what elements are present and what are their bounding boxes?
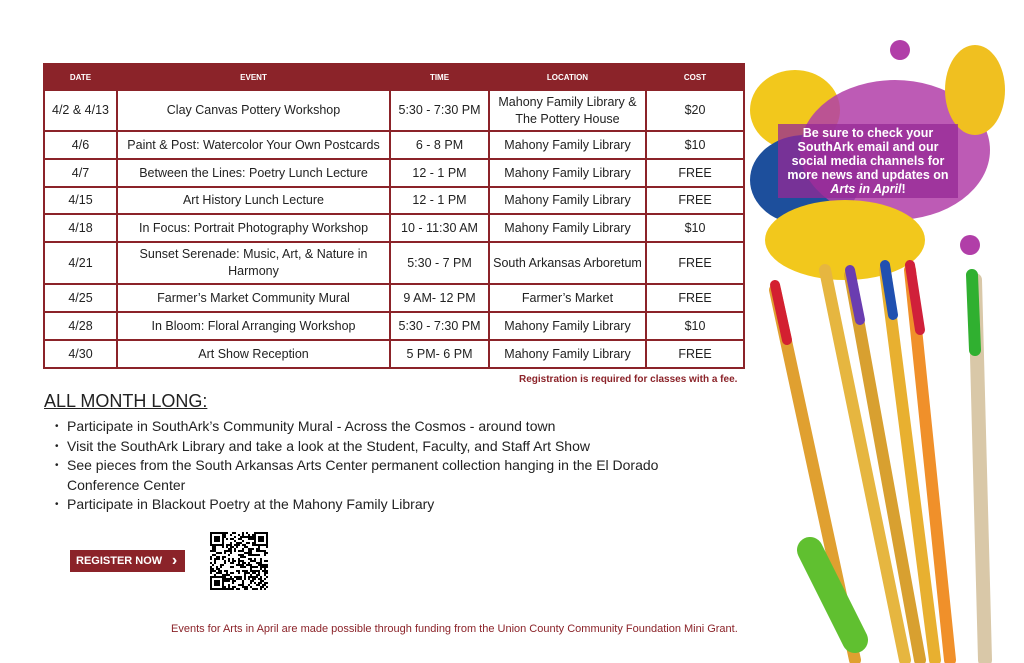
callout-text: Be sure to check your SouthArk email and our social media channels for more news and updates on <box>787 126 949 182</box>
social-media-callout <box>778 124 958 198</box>
cell-cost: FREE <box>646 159 744 187</box>
cell-event: Paint & Post: Watercolor Your Own Postcards <box>117 131 390 159</box>
cell-date: 4/18 <box>44 214 117 242</box>
table-row <box>44 90 744 131</box>
table-header <box>44 64 744 90</box>
cell-location: Mahony Family Library <box>489 340 646 368</box>
cell-date: 4/7 <box>44 159 117 187</box>
all-month-title: ALL MONTH LONG: <box>44 391 208 411</box>
list-item: • Visit the SouthArk Library and take a look at the Student, Faculty, and Staff Art Show <box>55 437 695 457</box>
chevron-right-icon[interactable]: › <box>164 550 185 572</box>
cell-location: Mahony Family Library <box>489 159 646 187</box>
cell-location: Mahony Family Library <box>489 312 646 340</box>
cell-event: In Bloom: Floral Arranging Workshop <box>117 312 390 340</box>
cell-cost: $20 <box>646 90 744 131</box>
cell-location: Farmer’s Market <box>489 284 646 312</box>
cell-event: In Focus: Portrait Photography Workshop <box>117 214 390 242</box>
cell-cost: FREE <box>646 340 744 368</box>
table-row <box>44 214 744 242</box>
cell-time: 5:30 - 7:30 PM <box>390 90 489 131</box>
header-date: DATE <box>44 64 117 90</box>
table-row <box>44 159 744 187</box>
cell-time: 12 - 1 PM <box>390 159 489 187</box>
cell-location: Mahony Family Library <box>489 214 646 242</box>
cell-date: 4/6 <box>44 131 117 159</box>
cell-event: Clay Canvas Pottery Workshop <box>117 90 390 131</box>
events-table <box>43 63 745 369</box>
list-item: • Participate in Blackout Poetry at the Mahony Family Library <box>55 495 695 515</box>
cell-cost: $10 <box>646 131 744 159</box>
table-row <box>44 242 744 284</box>
cell-time: 10 - 11:30 AM <box>390 214 489 242</box>
cell-cost: FREE <box>646 242 744 284</box>
all-month-list <box>55 417 695 515</box>
register-now-button[interactable]: REGISTER NOW <box>70 550 168 572</box>
cell-time: 9 AM- 12 PM <box>390 284 489 312</box>
table-row <box>44 187 744 214</box>
header-time: TIME <box>390 64 489 90</box>
registration-note: Registration is required for classes with a fee. <box>519 374 738 385</box>
list-item: • See pieces from the South Arkansas Arts Center permanent collection hanging in the El Dorado Conference Center <box>55 456 695 495</box>
cell-date: 4/2 & 4/13 <box>44 90 117 131</box>
cell-date: 4/21 <box>44 242 117 284</box>
cell-date: 4/28 <box>44 312 117 340</box>
table-row <box>44 131 744 159</box>
cell-time: 12 - 1 PM <box>390 187 489 214</box>
cell-event: Art Show Reception <box>117 340 390 368</box>
callout-end: ! <box>901 182 906 196</box>
funding-footer: Events for Arts in April are made possible through funding from the Union County Community Foundation Mini Grant. <box>171 623 738 635</box>
header-cost: COST <box>646 64 744 90</box>
cell-time: 6 - 8 PM <box>390 131 489 159</box>
table-row <box>44 284 744 312</box>
cell-date: 4/30 <box>44 340 117 368</box>
cell-cost: $10 <box>646 312 744 340</box>
cell-date: 4/25 <box>44 284 117 312</box>
header-location: LOCATION <box>489 64 646 90</box>
callout-emphasis: Arts in April <box>830 182 902 196</box>
cell-time: 5:30 - 7:30 PM <box>390 312 489 340</box>
table-row <box>44 312 744 340</box>
list-item: • Participate in SouthArk’s Community Mural - Across the Cosmos - around town <box>55 417 695 437</box>
cell-location: Mahony Family Library <box>489 131 646 159</box>
cell-cost: $10 <box>646 214 744 242</box>
cell-event: Sunset Serenade: Music, Art, & Nature in Harmony <box>117 242 390 284</box>
cell-event: Between the Lines: Poetry Lunch Lecture <box>117 159 390 187</box>
cell-event: Farmer’s Market Community Mural <box>117 284 390 312</box>
table-row <box>44 340 744 368</box>
cell-location: Mahony Family Library & The Pottery House <box>489 90 646 131</box>
cell-location: Mahony Family Library <box>489 187 646 214</box>
cell-time: 5 PM- 6 PM <box>390 340 489 368</box>
cell-date: 4/15 <box>44 187 117 214</box>
header-event: EVENT <box>117 64 390 90</box>
cell-cost: FREE <box>646 187 744 214</box>
cell-cost: FREE <box>646 284 744 312</box>
cell-event: Art History Lunch Lecture <box>117 187 390 214</box>
qr-code[interactable] <box>210 532 268 590</box>
cell-time: 5:30 - 7 PM <box>390 242 489 284</box>
cell-location: South Arkansas Arboretum <box>489 242 646 284</box>
